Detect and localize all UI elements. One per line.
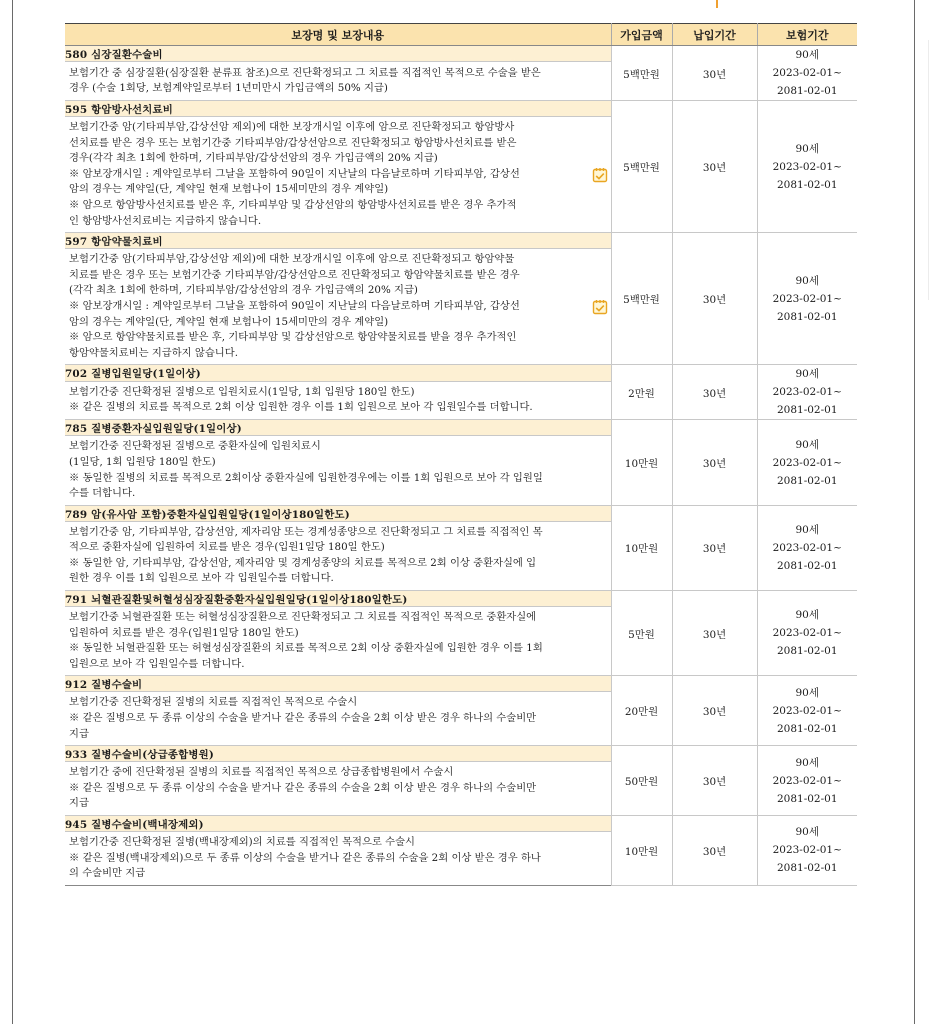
coverage-body [65,692,611,745]
coverage-title-row [65,746,857,762]
coverage-body [65,832,611,885]
header-insurance-period: 보험기간 [757,24,857,46]
insurance-period-start: 2023-02-01~ [772,704,842,717]
coverage-title: 580 심장질환수술비 [65,46,611,62]
insurance-period-end: 2081-02-01 [776,792,838,805]
coverage-body-cell [65,117,611,233]
insurance-period-start: 2023-02-01~ [772,386,842,399]
amount-cell: 10만원 [611,816,672,886]
coverage-title-row [65,816,857,832]
coverage-description: 보험기간중 진단확정된 질병으로 중환자실에 입원치료시 (1일당, 1회 입원당 180일 한도) ※ 동일한 질병의 치료를 목적으로 2회이상 중환자실에 입원한경우에는 이를 1회 입원으로 보아 각 입원일 수를 더합니다. [69,440,543,500]
payment-period-cell: 30년 [672,420,757,505]
insurance-period-end: 2081-02-01 [776,722,838,735]
header-coverage: 보장명 및 보장내용 [65,24,611,46]
amount-cell: 10만원 [611,420,672,505]
insurance-period-age: 90세 [795,686,819,699]
header-payment-period: 납입기간 [672,24,757,46]
coverage-body-cell [65,381,611,420]
payment-period-cell: 30년 [672,365,757,420]
coverage-title: 933 질병수술비(상급종합병원) [65,746,611,762]
insurance-period-age: 90세 [795,826,819,839]
insurance-period-start: 2023-02-01~ [772,67,842,79]
amount-cell: 10만원 [611,505,672,590]
header-amount: 가입금액 [611,24,672,46]
insurance-period-cell [757,233,857,365]
coverage-description: 보험기간중 뇌혈관질환 또는 허혈성심장질환으로 진단확정되고 그 치료를 직접적인 목적으로 중환자실에 입원하여 치료를 받은 경우(입원1일당 180일 한도) ※ 동일한 뇌혈관질환 또는 허혈성심장질환의 치료를 목적으로 2회 이상 중환자실에 입원한 경우 이를 1회 입원으로 보아 각 입원일수를 더합니다. [69,611,543,670]
coverage-body [65,522,611,590]
insurance-period-end: 2081-02-01 [776,310,838,323]
insurance-period-end: 2081-02-01 [776,645,838,658]
payment-period-cell: 30년 [672,233,757,365]
coverage-title: 702 질병입원일당(1일이상) [65,365,611,381]
coverage-description: 보험기간중 암(기타피부암,갑상선암 제외)에 대한 보장개시일 이후에 암으로 진단확정되고 항암방사 선치료를 받은 경우 또는 보험기간중 기타피부암/갑상선암으로 진단확정되고 항암방사선치료를 받은 경우(각각 최초 1회에 한하며, 기타피부암/갑상선암의 경우 가입금액의 20% 지급) ※ 암보장개시일 : 계약일로부터 그날을 포함하여 90일이 지난날의 다음날로하며 기타피부암, 갑상선 암의 경우는 계약일(단, 계약일 현재 보험나이 15세미만의 경우 계약일) ※ 암으로 항암방사선치료를 받은 후, 기타피부암 및 갑상선암의 항암방사선치료를 받은 경우 추가적 인 항암방사선치료비는 지급하지 않습니다. [69,121,520,227]
insurance-period-age: 90세 [795,438,819,451]
coverage-body-cell [65,832,611,886]
coverage-body [65,249,611,364]
insurance-period-age: 90세 [795,523,819,536]
edge-mark [716,0,718,8]
coverage-title: 789 암(유사암 포함)중환자실입원일당(1일이상180일한도) [65,505,611,521]
insurance-period-age: 90세 [795,274,819,287]
payment-period-cell: 30년 [672,46,757,101]
insurance-period-age: 90세 [795,49,819,61]
checklist-note-icon [592,167,608,183]
insurance-period-cell [757,46,857,101]
amount-cell: 2만원 [611,365,672,420]
insurance-period-cell [757,101,857,233]
coverage-body [65,607,611,675]
coverage-description: 보험기간중 암, 기타피부암, 갑상선암, 제자리암 또는 경계성종양으로 진단확정되고 그 치료를 직접적인 목 적으로 중환자실에 입원하여 치료를 받은 경우(입원1일당 180일 한도) ※ 동일한 암, 기타피부암, 갑상선암, 제자리암 및 경계성종양의 치료를 목적으로 2회 이상 중환자실에 입 원한 경우 이를 1회 입원으로 보아 각 입원일수를 더합니다. [69,525,543,585]
coverage-title-row [65,365,857,381]
page-border-right [914,0,915,1024]
coverage-description: 보험기간중 진단확정된 질병으로 입원치료시(1일당, 1회 입원당 180일 한도) ※ 같은 질병의 치료를 목적으로 2회 이상 입원한 경우 이를 1회 입원으로 보아 각 입원일수를 더합니다. [69,385,533,414]
payment-period-cell: 30년 [672,676,757,746]
insurance-period-end: 2081-02-01 [776,404,838,417]
coverage-title-row [65,676,857,692]
insurance-period-end: 2081-02-01 [776,85,838,97]
coverage-title: 945 질병수술비(백내장제외) [65,816,611,832]
payment-period-cell: 30년 [672,505,757,590]
insurance-period-age: 90세 [795,142,819,155]
table-header-row [65,24,857,46]
coverage-title-row [65,591,857,607]
coverage-title: 912 질병수술비 [65,676,611,692]
coverage-body [65,382,611,419]
insurance-period-age: 90세 [795,609,819,622]
coverage-description: 보험기간 중에 진단확정된 질병의 치료를 직접적인 목적으로 상급종합병원에서 수술시 ※ 같은 질병으로 두 종류 이상의 수술을 받거나 같은 종류의 수술을 2회 이상 받은 경우 하나의 수술비만 지급 [69,766,537,810]
coverage-body-cell [65,436,611,505]
coverage-body [65,63,611,100]
insurance-period-cell [757,591,857,676]
coverage-description: 보험기간 중 심장질환(심장질환 분류표 참조)으로 진단확정되고 그 치료를 직접적인 목적으로 수술을 받은 경우 (수술 1회당, 보험계약일로부터 1년미만시 가입금액의 50% 지급) [69,66,541,95]
payment-period-cell: 30년 [672,746,757,816]
insurance-period-start: 2023-02-01~ [772,774,842,787]
amount-cell: 5백만원 [611,46,672,101]
insurance-period-end: 2081-02-01 [776,474,838,487]
coverage-body [65,117,611,232]
coverage-description: 보험기간중 진단확정된 질병의 치료를 직접적인 목적으로 수술시 ※ 같은 질병으로 두 종류 이상의 수술을 받거나 같은 종류의 수술을 2회 이상 받은 경우 하나의 수술비만 지급 [69,696,537,740]
payment-period-cell: 30년 [672,816,757,886]
insurance-period-cell [757,816,857,886]
insurance-period-age: 90세 [795,368,819,381]
coverage-body-cell [65,762,611,816]
amount-cell: 5백만원 [611,101,672,233]
coverage-title: 595 항암방사선치료비 [65,101,611,117]
insurance-period-cell [757,746,857,816]
insurance-period-end: 2081-02-01 [776,862,838,875]
payment-period-cell: 30년 [672,591,757,676]
insurance-period-start: 2023-02-01~ [772,627,842,640]
coverage-body-cell [65,62,611,101]
payment-period-cell: 30년 [672,101,757,233]
amount-cell: 5백만원 [611,233,672,365]
coverage-table [65,23,857,886]
page-border-left [12,0,13,1024]
amount-cell: 5만원 [611,591,672,676]
table-body [65,46,857,886]
coverage-title: 791 뇌혈관질환및허혈성심장질환중환자실입원일당(1일이상180일한도) [65,591,611,607]
amount-cell: 50만원 [611,746,672,816]
insurance-period-end: 2081-02-01 [776,559,838,572]
insurance-period-cell [757,676,857,746]
insurance-period-age: 90세 [795,756,819,769]
amount-cell: 20만원 [611,676,672,746]
coverage-title-row [65,101,857,117]
insurance-period-cell [757,505,857,590]
coverage-title-row [65,420,857,436]
coverage-body [65,762,611,815]
coverage-description: 보험기간중 암(기타피부암,갑상선암 제외)에 대한 보장개시일 이후에 암으로 진단확정되고 항암약물 치료를 받은 경우 또는 보험기간중 기타피부암/갑상선암으로 진단확정되고 항암약물치료를 받은 경우 (각각 최초 1회에 한하며, 기타피부암/갑상선암의 경우 가입금액의 20% 지급) ※ 암보장개시일 : 계약일로부터 그날을 포함하여 90일이 지난날의 다음날로하며 기타피부암, 갑상선 암의 경우는 계약일(단, 계약일 현재 보험나이 15세미만의 경우 계약일) ※ 암으로 항암약물치료를 받은 후, 기타피부암 및 갑상선암으로 항암약물치료를 받을 경우 추가적인 항암약물치료비는 지급하지 않습니다. [69,253,520,359]
coverage-title: 597 항암약물치료비 [65,233,611,249]
insurance-period-start: 2023-02-01~ [772,160,842,173]
coverage-body-cell [65,692,611,746]
coverage-title-row [65,505,857,521]
insurance-period-cell [757,365,857,420]
coverage-body-cell [65,607,611,676]
insurance-period-cell [757,420,857,505]
coverage-title: 785 질병중환자실입원일당(1일이상) [65,420,611,436]
coverage-title-row [65,233,857,249]
insurance-period-start: 2023-02-01~ [772,844,842,857]
coverage-description: 보험기간중 진단확정된 질병(백내장제외)의 치료를 직접적인 목적으로 수술시 ※ 같은 질병(백내장제외)으로 두 종류 이상의 수술을 받거나 같은 종류의 수술을 2회 이상 받은 경우 하나 의 수술비만 지급 [69,836,541,880]
insurance-period-start: 2023-02-01~ [772,541,842,554]
coverage-title-row [65,46,857,62]
insurance-period-end: 2081-02-01 [776,178,838,191]
coverage-body-cell [65,521,611,590]
coverage-body [65,436,611,504]
insurance-period-start: 2023-02-01~ [772,456,842,469]
checklist-note-icon [592,299,608,315]
side-line [928,40,929,300]
insurance-period-start: 2023-02-01~ [772,292,842,305]
coverage-body-cell [65,249,611,365]
